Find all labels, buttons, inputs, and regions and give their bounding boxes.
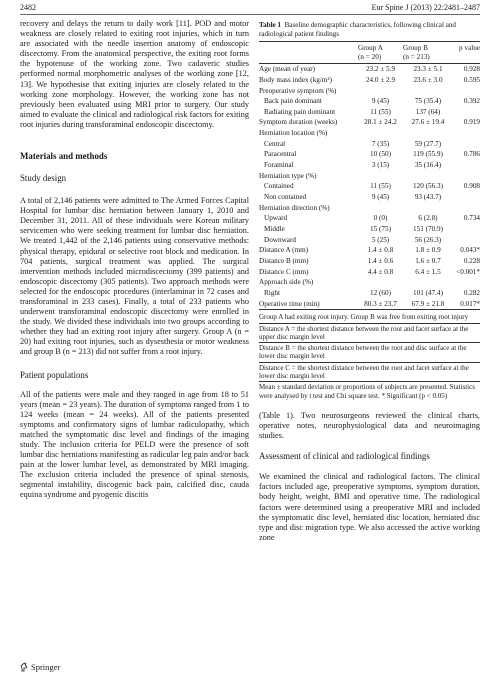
group-b-value: 67.9 ± 21.8 — [411, 299, 445, 308]
group-a-value: 0 (0) — [373, 214, 388, 223]
row-label: Contained — [264, 182, 294, 191]
table-body — [259, 64, 480, 309]
p-value: 0.908 — [463, 182, 480, 191]
group-a-value: 1.4 ± 0.6 — [367, 257, 394, 265]
springer-horse-icon — [20, 662, 29, 672]
table-row — [259, 224, 480, 235]
table-footnotes — [259, 312, 480, 401]
group-b-value: 27.6 ± 19.4 — [411, 118, 445, 127]
row-label: Distance A (mm) — [259, 246, 309, 255]
table-caption — [259, 19, 480, 38]
group-a-value: 10 (50) — [370, 150, 391, 159]
group-a-title: Group A — [358, 44, 383, 53]
row-label: Distance C (mm) — [259, 267, 309, 276]
publisher-logo — [20, 662, 60, 672]
group-a-value: 15 (75) — [370, 225, 391, 234]
table-row — [259, 203, 480, 214]
p-value: 0.392 — [463, 97, 480, 106]
group-a-value: 11 (55) — [370, 107, 391, 116]
table-row — [259, 181, 480, 192]
row-label: Herniation location (%) — [259, 129, 328, 138]
group-a-value: 9 (45) — [371, 97, 390, 106]
table-row — [259, 160, 480, 171]
study-design-heading: Study design — [20, 173, 67, 184]
right-column — [259, 19, 480, 543]
row-label: Operative time (min) — [259, 299, 320, 308]
row-label: Radiating pain dominant — [264, 107, 336, 116]
table-row — [259, 267, 480, 278]
table-footnote: Distance A = the shortest distance between the root and facet surface at the upper disc margin level — [259, 324, 469, 341]
table-row — [259, 107, 480, 118]
journal-citation: Eur Spine J (2013) 22:2481–2487 — [371, 3, 480, 12]
table-row — [259, 235, 480, 246]
populations-heading: Patient populations — [20, 369, 89, 380]
group-b-value: 6 (2.8) — [418, 214, 438, 223]
group-b-value: 137 (64) — [415, 107, 441, 116]
table-row — [259, 288, 480, 299]
table-bottom-rule — [259, 309, 480, 310]
table-footnote: Mean ± standard deviation or proportions of subjects are presented. Statistics were analysed by t test and Chi square test. * Significant (p < 0.05) — [259, 383, 475, 400]
group-a-value: 28.1 ± 24.2 — [364, 118, 397, 127]
table-row — [259, 117, 480, 128]
intro-paragraph: recovery and delays the return to daily work [11]. POD and motor weakness are closely related to exiting root injuries, which in turn are associated with the needle insertion anatomy of endoscopic discectomy. From the anatomical perspective, the exiting root forms the hypotenuse of the working zone. Two cadaveric studies performed normal morphometric analyses of the working zone [12, 13]. We hypothesise that exiting injuries are closely related to the working zone morphology. However, the working zone has not previously been evaluated using MRI prior to surgery. Our study aimed to evaluate the clinical and radiological risk factors for exiting root injuries during transforaminal endoscopic discectomy. — [20, 19, 249, 129]
group-a-value: 3 (15) — [371, 161, 390, 170]
p-value: 0.919 — [463, 118, 480, 127]
group-a-value: 4.4 ± 0.8 — [367, 267, 394, 276]
group-b-value: 93 (43.7) — [414, 193, 442, 202]
group-b-value: 23.3 ± 5.1 — [413, 65, 443, 74]
group-b-value: 23.6 ± 3.0 — [413, 75, 443, 84]
table-row — [259, 75, 480, 86]
group-a-value: 80.3 ± 23.7 — [364, 299, 397, 308]
table-row — [259, 128, 480, 139]
row-label: Middle — [264, 225, 285, 234]
table-1 — [259, 42, 480, 310]
group-a-value: 24.0 ± 2.9 — [365, 75, 396, 84]
group-b-n: (n = 213) — [403, 52, 430, 61]
header-rule — [20, 14, 480, 15]
p-value: 0.928 — [463, 65, 480, 74]
table-row — [259, 245, 480, 256]
methods-heading: Materials and methods — [20, 151, 108, 162]
table-header-group-b — [403, 44, 453, 61]
group-a-n: (n = 20) — [358, 52, 382, 61]
p-value: 0.734 — [463, 214, 480, 223]
page-number: 2482 — [20, 3, 36, 12]
group-b-value: 119 (55.9) — [413, 150, 443, 159]
publisher-name: Springer — [31, 662, 61, 672]
p-value: 0.043* — [460, 246, 480, 255]
group-b-value: 35 (16.4) — [414, 161, 442, 170]
table-row — [259, 277, 480, 288]
group-a-value: 7 (35) — [371, 139, 390, 148]
populations-paragraph: All of the patients were male and they ranged in age from 18 to 51 years (mean = 23 years). The duration of symptoms ranged from 1 to 124 weeks (mean = 24 weeks). All of the patients presented symptoms and confirmatory signs of lumbar radiculopathy, which matched the symptomatic disc level and findings of the imaging study. The inclusion criteria for PELD were the presence of soft lumbar disc herniations manifesting as radicular leg pain and/or back pain at the lower lumbar level, as demonstrated by MRI imaging. The exclusion criteria included the presence of spinal stenosis, segmental instability, discogenic back pain, calcified disc, cauda equina syndrome and pyogenic discitis — [20, 389, 249, 500]
row-label: Distance B (mm) — [259, 257, 309, 265]
table-footnote: Distance C = the shortest distance between the root and facet surface at the lower disc margin level — [259, 363, 469, 381]
table-row — [259, 149, 480, 160]
row-label: Paracentral — [264, 150, 297, 159]
after-table-paragraph: (Table 1). Two neurosurgeons reviewed the clinical charts, operative notes, neurophysiological data and neuroimaging studies. — [259, 410, 480, 441]
group-a-value: 5 (25) — [371, 235, 390, 244]
row-label: Central — [264, 139, 286, 148]
group-b-value: 151 (70.9) — [413, 225, 443, 234]
p-value: <0.001* — [456, 267, 480, 276]
row-label: Symptom duration (weeks) — [259, 118, 338, 127]
row-label: Non contained — [264, 193, 307, 202]
row-label: Approach side (%) — [259, 278, 314, 287]
table-label: Table 1 — [259, 21, 282, 29]
group-b-value: 1.6 ± 0.7 — [415, 257, 441, 265]
table-row — [259, 64, 480, 75]
row-label: Preoperative symptom (%) — [259, 86, 337, 95]
row-label: Upward — [264, 214, 288, 223]
left-column — [20, 19, 249, 501]
table-row — [259, 171, 480, 182]
table-row — [259, 86, 480, 97]
table-row — [259, 96, 480, 107]
table-row — [259, 192, 480, 203]
row-label: Right — [264, 288, 280, 297]
table-footnote: Group A had exiting root injury. Group B was free from exiting root injury — [259, 313, 469, 322]
assessment-paragraph: We examined the clinical and radiological factors. The clinical factors included age, preoperative symptoms, symptom duration, body height, weight, BMI and operative time. The radiological factors were determined using a preoperative MRI and included the symptomatic disc level, herniated disc location, herniated disc type and disc migration type. We also accessed the active working zone — [259, 472, 480, 542]
group-b-title: Group B — [403, 44, 428, 53]
group-b-value: 101 (47.4) — [413, 288, 443, 297]
p-value: 0.282 — [463, 288, 480, 297]
table-header-p-value: p value — [459, 44, 480, 53]
group-a-value: 1.4 ± 0.8 — [367, 246, 394, 255]
row-label: Back pain dominant — [264, 97, 322, 106]
row-label: Herniation type (%) — [259, 171, 317, 180]
row-label: Age (mean of year) — [259, 65, 316, 74]
group-b-value: 75 (35.4) — [414, 97, 442, 106]
p-value: 0.017* — [460, 299, 480, 308]
group-a-value: 12 (60) — [370, 288, 391, 297]
study-design-paragraph: A total of 2,146 patients were admitted to The Armed Forces Capital Hospital for lumbar disc herniation between January 1, 2010 and December 31, 2011. All of these individuals were Korean military servicemen who were seeking treatment for lumbar disc herniation. We treated 1,442 of the 2,146 patients using conservative methods: physical therapy, epidural or selective root block and medication. In 704 patients, surgical treatment was applied. The surgical intervention methods included microdiscectomy (399 patients) and endoscopic discectomy (305 patients). Two approach methods were selected for the endoscopic procedures (interlaminar in 72 cases and transforaminal in 233 cases). Finally, a total of 233 patients who underwent transforaminal endoscopic discectomy were enrolled in the study. We divided these individuals into two groups according to whether they had an exiting root injury after surgery. Group A (n = 20) had exiting root injuries, such as dysesthesia or motor weakness and group B (n = 213) did not suffer from a root injury. — [20, 196, 249, 357]
table-row — [259, 213, 480, 224]
p-value: 0.595 — [463, 75, 480, 84]
row-label: Downward — [264, 235, 296, 244]
group-b-value: 120 (56.3) — [413, 182, 443, 191]
group-b-value: 56 (26.3) — [414, 235, 442, 244]
table-row — [259, 256, 480, 267]
group-b-value: 6.4 ± 1.5 — [415, 267, 441, 276]
table-row — [259, 299, 480, 310]
row-label: Foraminal — [264, 161, 294, 170]
row-label: Body mass index (kg/m²) — [259, 75, 333, 84]
table-footnote: Distance B = the shortest distance between the root and disc surface at the lower disc margin level — [259, 344, 467, 361]
group-b-value: 1.8 ± 0.9 — [415, 246, 441, 255]
p-value: 0.228 — [463, 257, 480, 265]
p-value: 0.786 — [463, 150, 480, 159]
group-b-value: 59 (27.7) — [414, 139, 442, 148]
group-a-value: 23.2 ± 5.9 — [365, 65, 396, 74]
group-a-value: 9 (45) — [371, 193, 390, 202]
group-a-value: 11 (55) — [370, 182, 391, 191]
row-label: Herniation direction (%) — [259, 203, 330, 212]
table-caption-text: Baseline demographic characteristics, following clinical and radiological patient findings — [259, 21, 456, 38]
table-row — [259, 139, 480, 150]
table-header-row — [259, 42, 480, 63]
assessment-heading: Assessment of clinical and radiological findings — [259, 451, 430, 462]
table-header-group-a — [358, 44, 403, 61]
